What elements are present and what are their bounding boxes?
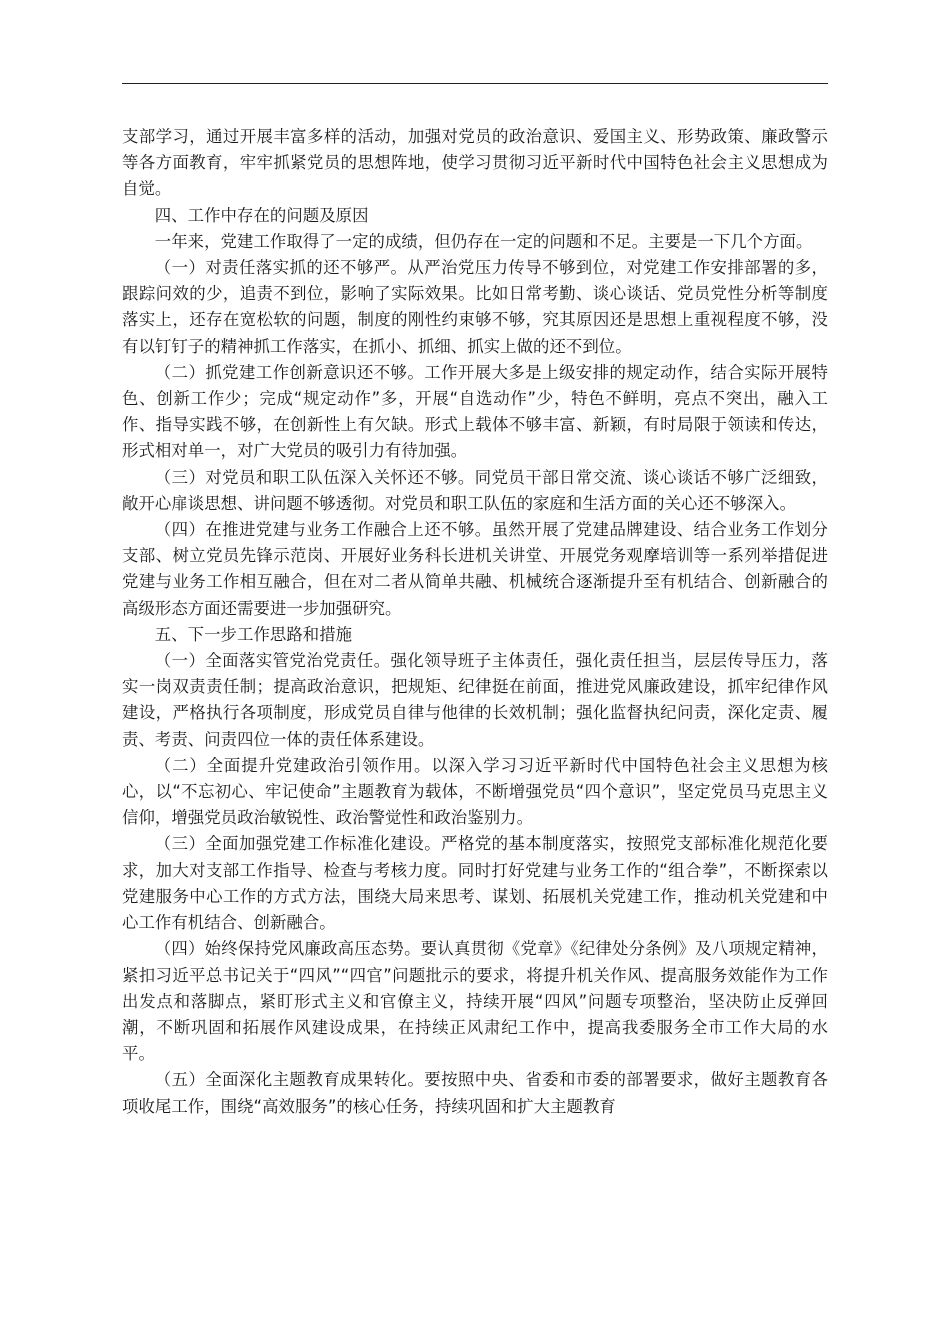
paragraph-measure-5: （五）全面深化主题教育成果转化。要按照中央、省委和市委的部署要求，做好主题教育各项收尾工作，围绕“高效服务”的核心任务，持续巩固和扩大主题教育 [122,1070,828,1116]
paragraph-problems-intro: 一年来，党建工作取得了一定的成绩，但仍存在一定的问题和不足。主要是一下几个方面。 [154,231,813,251]
paragraph-measure-4: （四）始终保持党风廉政高压态势。要认真贯彻《党章》《纪律处分条例》及八项规定精神，紧扣习近平总书记关于“四风”“四官”问题批示的要求，将提升机关作风、提高服务效能作为工作出发点和落脚点，紧盯形式主义和官僚主义，持续开展“四风”问题专项整治，坚决防止反弹回潮，不断巩固和拓展作风建设成果，在持续正风肃纪工作中，提高我委服务全市工作大局的水平。 [122,939,828,1064]
paragraph-problem-1: （一）对责任落实抓的还不够严。从严治党压力传导不够到位，对党建工作安排部署的多，跟踪问效的少，追责不到位，影响了实际效果。比如日常考勤、谈心谈话、党员党性分析等制度落实上，还存在宽松软的问题，制度的刚性约束够不够，究其原因还是思想上重视程度不够，没有以钉钉子的精神抓工作落实，在抓小、抓细、抓实上做的还不到位。 [122,258,828,356]
header-divider [122,83,828,84]
section-heading-next-steps: 五、下一步工作思路和措施 [154,624,353,644]
document-body [122,124,828,1120]
paragraph-problem-2: （二）抓党建工作创新意识还不够。工作开展大多是上级安排的规定动作，结合实际开展特色、创新工作少；完成“规定动作”多，开展“自选动作”少，特色不鲜明，亮点不突出，融入工作、指导实践不够，在创新性上有欠缺。形式上载体不够丰富、新颖，有时局限于领读和传达，形式相对单一，对广大党员的吸引力有待加强。 [122,362,828,461]
paragraph-problem-3: （三）对党员和职工队伍深入关怀还不够。同党员干部日常交流、谈心谈话不够广泛细致，敞开心扉谈思想、讲问题不够透彻。对党员和职工队伍的家庭和生活方面的关心还不够深入。 [122,467,828,513]
paragraph-problem-4: （四）在推进党建与业务工作融合上还不够。虽然开展了党建品牌建设、结合业务工作划分支部、树立党员先锋示范岗、开展好业务科长进机关讲堂、开展党务观摩培训等一系列举措促进党建与业务工作相互融合，但在对二者从简单共融、机械统合逐渐提升至有机结合、创新融合的高级形态方面还需要进一步加强研究。 [122,520,828,618]
paragraph-measure-1: （一）全面落实管党治党责任。强化领导班子主体责任，强化责任担当，层层传导压力，落实一岗双责责任制；提高政治意识，把规矩、纪律挺在前面，推进党风廉政建设，抓牢纪律作风建设，严格执行各项制度，形成党员自律与他律的长效机制；强化监督执纪问责，深化定责、履责、考责、问责四位一体的责任体系建设。 [122,651,828,749]
paragraph-study-continuation: 支部学习，通过开展丰富多样的活动，加强对党员的政治意识、爱国主义、形势政策、廉政警示等各方面教育，牢牢抓紧党员的思想阵地，使学习贯彻习近平新时代中国特色社会主义思想成为自觉。 [122,127,828,199]
paragraph-measure-3: （三）全面加强党建工作标准化建设。严格党的基本制度落实，按照党支部标准化规范化要求，加大对支部工作指导、检查与考核力度。同时打好党建与业务工作的“组合拳”，不断探索以党建服务中心工作的方式方法，围绕大局来思考、谋划、拓展机关党建工作，推动机关党建和中心工作有机结合、创新融合。 [122,834,828,933]
section-heading-problems: 四、工作中存在的问题及原因 [154,205,369,225]
paragraph-measure-2: （二）全面提升党建政治引领作用。以深入学习习近平新时代中国特色社会主义思想为核心，以“不忘初心、牢记使命”主题教育为载体，不断增强党员“四个意识”，坚定党员马克思主义信仰，增强党员政治敏锐性、政治警觉性和政治鉴别力。 [122,755,828,828]
